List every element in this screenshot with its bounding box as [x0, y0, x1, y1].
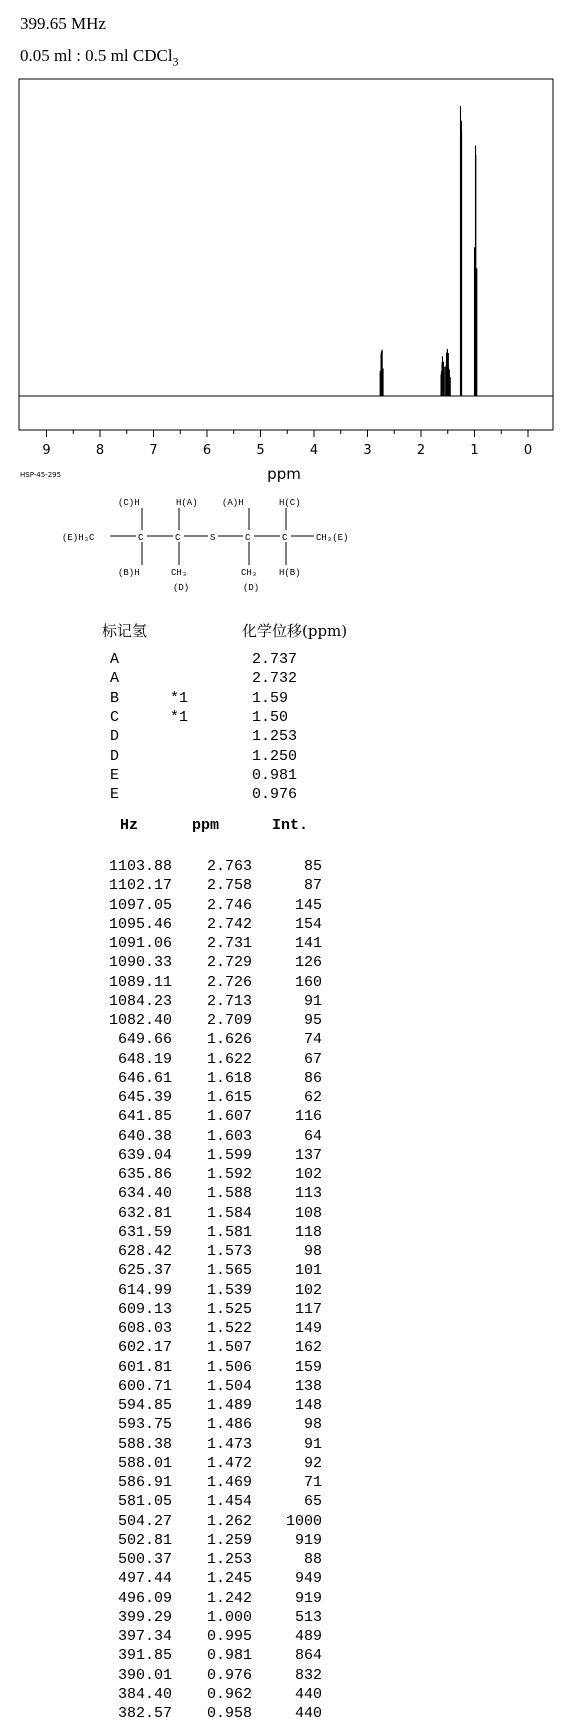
peak-ppm: 1.469 [206, 1474, 252, 1491]
peak-hz: 497.44 [117, 1570, 172, 1588]
peak-hz: 1084.23 [108, 992, 172, 1010]
peak-intensity: 126 [294, 954, 322, 972]
peak-ppm: 1.472 [206, 1454, 252, 1472]
peak-hz: 1095.46 [108, 915, 172, 933]
peak-intensity: 162 [294, 1339, 322, 1357]
peak-intensity: 513 [294, 1608, 322, 1626]
peak-ppm: 1.486 [206, 1416, 252, 1434]
peak-hz: 648.19 [117, 1050, 172, 1068]
struct-top-label-3: (A)H [222, 498, 244, 508]
peak-ppm: 1.259 [206, 1531, 252, 1549]
peak-intensity: 160 [294, 973, 322, 991]
assignment-shift: 2.732 [252, 670, 298, 688]
struct-bottom-label-4: H(B) [279, 568, 301, 578]
peak-intensity: 116 [294, 1108, 322, 1126]
peak-intensity: 919 [294, 1531, 322, 1549]
peak-intensity: 118 [294, 1223, 322, 1241]
peak-hz: 646.61 [117, 1069, 172, 1087]
assignment-label-header: 标记氢 [102, 622, 148, 640]
peak-intensity: 440 [294, 1705, 322, 1722]
peak-ppm: 1.615 [206, 1089, 252, 1106]
peak-ppm: 0.995 [206, 1628, 252, 1645]
struct-d-label-2: (D) [243, 583, 260, 593]
peak-ppm: 2.763 [206, 858, 252, 875]
solvent-subscript: 3 [172, 54, 179, 69]
peak-hz: 581.05 [117, 1493, 172, 1511]
assignment-label: E [110, 766, 120, 784]
assignment-label: C [110, 708, 120, 726]
assignment-shift: 2.737 [252, 651, 298, 668]
peak-intensity: 102 [294, 1166, 322, 1183]
assignment-shift: 1.250 [252, 747, 298, 765]
peak-intensity: 149 [294, 1320, 322, 1337]
peak-intensity: 62 [303, 1089, 322, 1106]
peak-hz: 384.40 [117, 1685, 172, 1703]
x-axis-ticks [42, 430, 532, 458]
peak-layer [380, 106, 477, 396]
peak-hz: 645.39 [117, 1089, 172, 1106]
peak-intensity: 71 [303, 1474, 322, 1491]
peak-hz: 397.34 [117, 1628, 172, 1645]
peak-intensity: 65 [303, 1493, 322, 1511]
peak-intensity: 67 [303, 1050, 322, 1068]
peak-hz: 609.13 [117, 1300, 172, 1318]
assignment-label: A [110, 651, 120, 668]
struct-sulfur: S [210, 533, 216, 543]
peak-hz: 602.17 [117, 1339, 172, 1357]
x-tick-label: 0 [523, 443, 533, 458]
peak-ppm: 2.746 [206, 896, 252, 914]
peak-header-int: Int. [272, 817, 309, 834]
peak-hz: 496.09 [117, 1589, 172, 1607]
peak-ppm: 1.603 [206, 1127, 252, 1145]
peak-ppm: 2.713 [206, 992, 252, 1010]
peak-hz: 1103.88 [108, 858, 172, 875]
peak-intensity: 117 [294, 1300, 322, 1318]
struct-carbon-1: C [138, 533, 144, 543]
peak-hz: 635.86 [117, 1166, 172, 1183]
peak-intensity: 88 [303, 1551, 322, 1568]
peak-intensity: 87 [303, 877, 322, 895]
peak-intensity: 108 [294, 1204, 322, 1222]
peak-ppm: 1.618 [206, 1069, 252, 1087]
peak-ppm: 2.709 [206, 1012, 252, 1029]
peak-ppm: 2.731 [206, 935, 252, 952]
struct-bottom-label-1: (B)H [118, 568, 140, 578]
peak-hz: 588.38 [117, 1435, 172, 1453]
peak-hz: 390.01 [117, 1666, 172, 1684]
assignment-label: E [110, 786, 120, 804]
struct-d-label-1: (D) [173, 583, 190, 593]
peak-hz: 1091.06 [108, 935, 172, 952]
struct-top-label-4: H(C) [279, 498, 301, 508]
peak-ppm: 1.242 [206, 1589, 252, 1607]
peak-intensity: 148 [294, 1397, 322, 1414]
peak-hz: 640.38 [117, 1127, 172, 1145]
peak-intensity: 141 [294, 935, 322, 952]
peak-ppm: 1.626 [206, 1031, 252, 1049]
peak-intensity: 1000 [285, 1512, 322, 1530]
peak-hz: 601.81 [117, 1358, 172, 1376]
peak-intensity: 86 [303, 1069, 322, 1087]
peak-ppm: 1.607 [206, 1108, 252, 1126]
peak-hz: 382.57 [117, 1705, 172, 1722]
peak-hz: 628.42 [117, 1243, 172, 1260]
peak-ppm: 1.588 [206, 1185, 252, 1203]
peak-ppm: 0.976 [206, 1666, 252, 1684]
solvent-text: 0.05 ml : 0.5 ml CDCl [20, 46, 173, 65]
peak-hz: 594.85 [117, 1397, 172, 1414]
peak-ppm: 2.758 [206, 877, 252, 895]
struct-carbon-4: C [282, 533, 288, 543]
peak-intensity: 91 [303, 992, 322, 1010]
molecule-structure [60, 495, 380, 595]
peak-header-hz: Hz [120, 817, 139, 834]
struct-left-group: (E)H₃C [62, 533, 95, 543]
spectrometer-frequency: 399.65 MHz [20, 14, 106, 33]
x-tick-label: 1 [470, 443, 479, 458]
peak-ppm: 1.473 [206, 1435, 252, 1453]
struct-top-label-1: (C)H [118, 498, 140, 508]
peak-ppm: 2.729 [206, 954, 252, 972]
peak-ppm: 2.726 [206, 973, 252, 991]
peak-ppm: 1.504 [206, 1377, 252, 1395]
peak-ppm: 1.507 [206, 1339, 252, 1357]
peak-hz: 631.59 [117, 1223, 172, 1241]
peak-ppm: 1.622 [206, 1050, 252, 1068]
peak-hz: 649.66 [117, 1031, 172, 1049]
peak-hz: 614.99 [117, 1281, 172, 1299]
peak-intensity: 85 [303, 858, 322, 875]
peak-ppm: 1.581 [206, 1223, 252, 1241]
plot-frame [19, 79, 553, 430]
peak-ppm: 1.245 [206, 1570, 252, 1588]
peak-ppm: 2.742 [206, 915, 252, 933]
peak-intensity: 137 [294, 1146, 322, 1164]
peak-hz: 1090.33 [108, 954, 172, 972]
assignment-label: A [110, 670, 120, 688]
peak-hz: 634.40 [117, 1185, 172, 1203]
peak-hz: 504.27 [117, 1512, 172, 1530]
x-tick-label: 2 [416, 443, 426, 458]
assignment-note: *1 [170, 708, 189, 726]
peak-intensity: 98 [303, 1243, 322, 1260]
peak-intensity: 92 [303, 1454, 322, 1472]
struct-top-label-2: H(A) [176, 498, 198, 508]
peak-hz: 1102.17 [108, 877, 172, 895]
peak-intensity: 489 [294, 1628, 322, 1645]
peak-header-ppm: ppm [192, 817, 220, 834]
peak-hz: 586.91 [117, 1474, 172, 1491]
struct-bottom-label-3: CH₃ [241, 568, 258, 578]
peak-intensity: 101 [294, 1262, 322, 1280]
struct-bottom-label-2: CH₃ [171, 568, 188, 578]
assignment-label: D [110, 728, 120, 746]
peak-intensity: 832 [294, 1666, 322, 1684]
peak-ppm: 1.525 [206, 1300, 252, 1318]
peak-hz: 588.01 [117, 1454, 172, 1472]
peak-hz: 500.37 [117, 1551, 172, 1568]
peak-hz: 1097.05 [108, 896, 172, 914]
peak-ppm: 1.539 [206, 1281, 252, 1299]
peak-hz: 593.75 [117, 1416, 172, 1434]
peak-ppm: 1.000 [206, 1608, 252, 1626]
peak-intensity: 145 [294, 896, 322, 914]
peak-intensity: 74 [303, 1031, 322, 1049]
peak-ppm: 1.592 [206, 1166, 252, 1183]
peak-ppm: 1.584 [206, 1204, 252, 1222]
peak-intensity: 91 [303, 1435, 322, 1453]
peak-intensity: 949 [294, 1570, 322, 1588]
x-tick-label: 6 [202, 443, 212, 458]
peak-intensity: 98 [303, 1416, 322, 1434]
assignment-shift: 1.253 [252, 728, 298, 746]
peak-ppm: 1.565 [206, 1262, 252, 1280]
peak-ppm: 1.253 [206, 1551, 252, 1568]
peak-hz: 625.37 [117, 1262, 172, 1280]
x-axis-label: ppm [267, 465, 301, 483]
peak-hz: 608.03 [117, 1320, 172, 1337]
spectrum-code: HSP-45-295 [20, 471, 62, 479]
peak-hz: 600.71 [117, 1377, 172, 1395]
peak-hz: 391.85 [117, 1647, 172, 1665]
peak-ppm: 1.262 [206, 1512, 252, 1530]
assignment-shift: 0.981 [252, 766, 298, 784]
peak-intensity: 919 [294, 1589, 322, 1607]
peak-intensity: 154 [294, 915, 322, 933]
peak-intensity: 138 [294, 1377, 322, 1395]
assignment-label: B [110, 689, 120, 707]
peak-ppm: 1.573 [206, 1243, 252, 1260]
peak-hz: 399.29 [117, 1608, 172, 1626]
peak-intensity: 864 [294, 1647, 322, 1665]
peak-hz: 639.04 [117, 1146, 172, 1164]
assignment-shift: 1.50 [252, 708, 289, 726]
peak-ppm: 0.958 [206, 1705, 252, 1722]
assignment-label: D [110, 747, 120, 765]
peak-intensity: 440 [294, 1685, 322, 1703]
struct-carbon-2: C [175, 533, 181, 543]
struct-right-group: CH₃(E) [316, 533, 349, 543]
peak-ppm: 0.962 [206, 1685, 252, 1703]
assignment-shift-header: 化学位移(ppm) [242, 622, 348, 640]
peak-ppm: 1.599 [206, 1146, 252, 1164]
peak-ppm: 0.981 [206, 1647, 252, 1665]
x-tick-label: 3 [363, 443, 372, 458]
x-tick-label: 5 [256, 443, 265, 458]
peak-intensity: 102 [294, 1281, 322, 1299]
peak-hz: 1089.11 [108, 973, 172, 991]
x-tick-label: 7 [149, 443, 158, 458]
peak-hz: 1082.40 [108, 1012, 172, 1029]
x-tick-label: 9 [42, 443, 51, 458]
peak-hz: 641.85 [117, 1108, 172, 1126]
x-tick-label: 8 [95, 443, 105, 458]
peak-ppm: 1.454 [206, 1493, 252, 1511]
peak-hz: 632.81 [117, 1204, 172, 1222]
peak-hz: 502.81 [117, 1531, 172, 1549]
peak-intensity: 159 [294, 1358, 322, 1376]
assignment-note: *1 [170, 689, 189, 707]
assignment-shift: 1.59 [252, 689, 289, 707]
peak-ppm: 1.522 [206, 1320, 252, 1337]
struct-carbon-3: C [245, 533, 251, 543]
assignment-shift: 0.976 [252, 786, 298, 804]
peak-intensity: 95 [303, 1012, 322, 1029]
peak-ppm: 1.489 [206, 1397, 252, 1414]
peak-intensity: 113 [294, 1185, 322, 1203]
peak-ppm: 1.506 [206, 1358, 252, 1376]
peak-intensity: 64 [303, 1127, 322, 1145]
x-tick-label: 4 [309, 443, 319, 458]
